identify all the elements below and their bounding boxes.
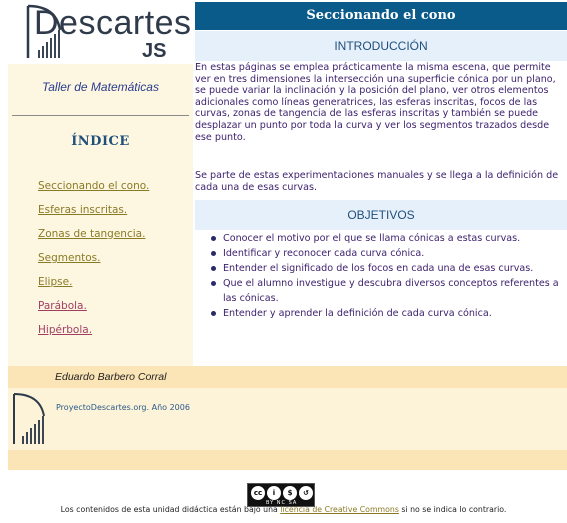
objective-item: Identificar y reconocer cada curva cónica. — [223, 246, 565, 261]
sa-icon: ↺ — [299, 486, 313, 500]
creative-commons-badge[interactable] — [247, 483, 315, 507]
sidebar-divider — [12, 115, 189, 116]
sidebar — [8, 2, 193, 366]
nav-link-seccionando[interactable]: Seccionando el cono. — [38, 180, 150, 192]
nc-icon: $ — [283, 486, 297, 500]
cc-icon: cc — [251, 486, 265, 500]
objective-item: Conocer el motivo por el que se llama cónicas a estas curvas. — [223, 231, 565, 246]
footer-bottom-bar — [8, 450, 567, 470]
objective-item: Que el alumno investigue y descubra diversos conceptos referentes a las cónicas. — [223, 276, 565, 306]
objectives-list — [195, 231, 565, 321]
author-name: Eduardo Barbero Corral — [55, 371, 167, 383]
objective-item: Entender el significado de los focos en cada una de esas curvas. — [223, 261, 565, 276]
descartes-logo[interactable] — [8, 2, 193, 64]
project-credit[interactable]: ProyectoDescartes.org. Año 2006 — [56, 403, 190, 412]
logo-suffix: JS — [142, 40, 167, 62]
intro-paragraph: En estas páginas se emplea prácticamente la misma escena, que permite ver en tres dimensiones la intersección una superficie cónica por un plano, se puede variar la inclinación y la posición del plano, ver otros elementos adicionales como líneas generatrices, las esferas inscritas, focos de las curvas, zonas de tangencia de las esferas inscritas y también se puede desplazar un punto por toda la curva y ver los segmentos trazados desde ese punto. — [195, 62, 556, 143]
sidebar-subtitle: Taller de Matemáticas — [42, 80, 159, 94]
license-suffix: si no se indica lo contrario. — [401, 505, 507, 514]
objective-item: Entender y aprender la definición de cada curva cónica. — [223, 306, 565, 321]
creative-commons-link[interactable]: licencia de Creative Commons — [280, 505, 399, 514]
index-title: ÍNDICE — [71, 134, 130, 149]
cc-caption: BY NC SA — [266, 500, 298, 506]
index-nav — [38, 180, 149, 348]
nav-link-esferas[interactable]: Esferas inscritas. — [38, 204, 128, 216]
proyecto-descartes-logo-icon[interactable] — [10, 392, 52, 448]
intro-heading: INTRODUCCIÓN — [195, 31, 567, 61]
intro-paragraph-2: Se parte de estas experimentaciones manuales y se llega a la definición de cada una de esas curvas. — [195, 170, 559, 193]
nav-link-hiperbola[interactable]: Hipérbola. — [38, 324, 93, 336]
license-prefix: Los contenidos de esta unidad didáctica están bajo una — [60, 505, 278, 514]
page-title: Seccionando el cono — [195, 2, 567, 30]
nav-link-zonas[interactable]: Zonas de tangencia. — [38, 228, 146, 240]
license-text — [0, 505, 567, 514]
by-icon: i — [267, 486, 281, 500]
nav-link-parabola[interactable]: Parábola. — [38, 300, 87, 312]
nav-link-elipse[interactable]: Elipse. — [38, 276, 73, 288]
nav-link-segmentos[interactable]: Segmentos. — [38, 252, 101, 264]
objectives-heading: OBJETIVOS — [195, 200, 567, 230]
logo-text: Descartes — [34, 4, 192, 42]
